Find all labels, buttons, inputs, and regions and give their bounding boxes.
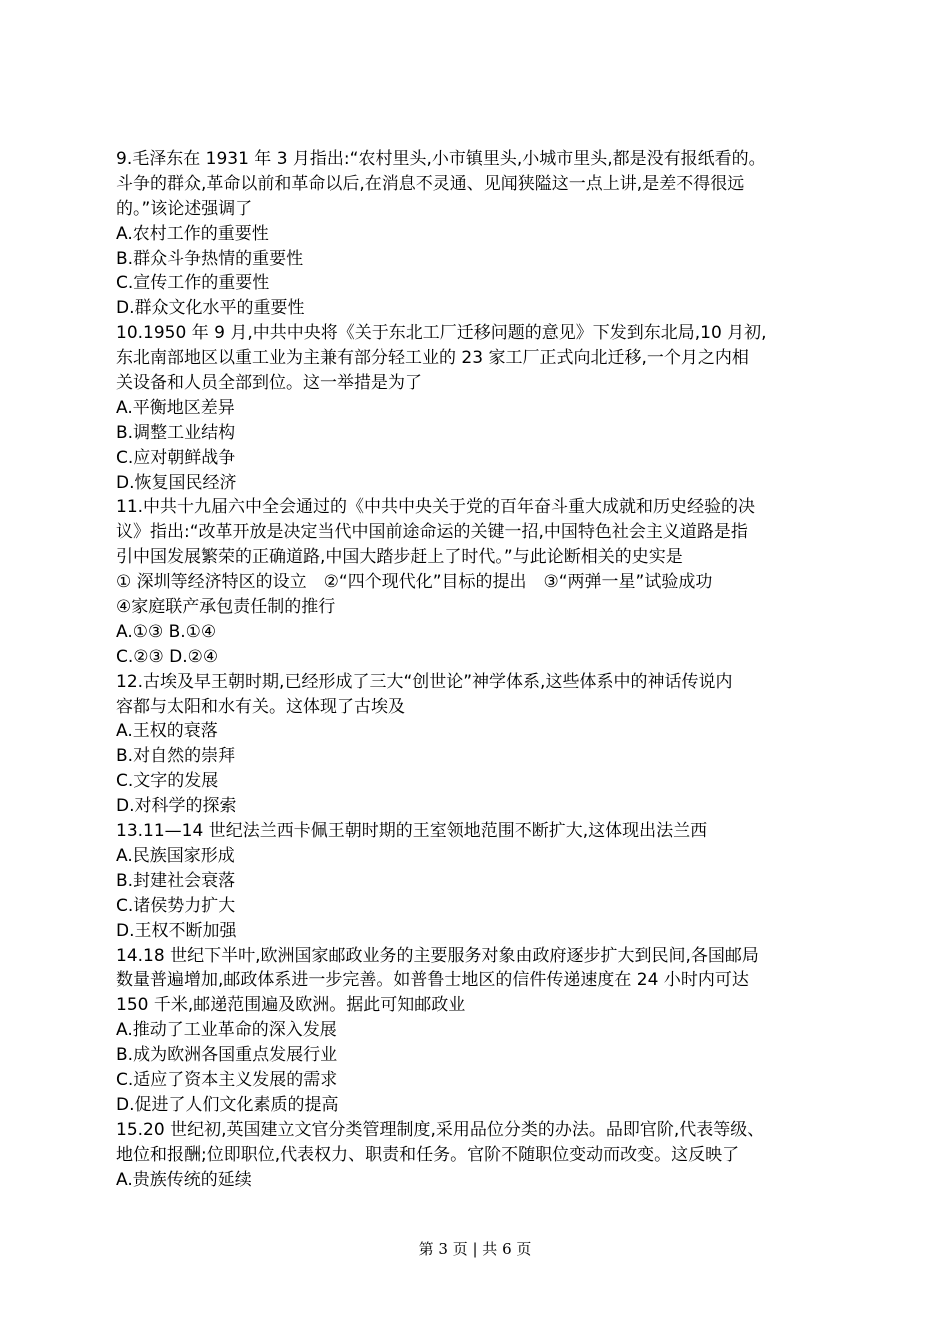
answer-option: B.成为欧洲各国重点发展行业 [116,1045,338,1066]
page-footer: 第 3 页 | 共 6 页 [418,1240,532,1258]
answer-option: A.民族国家形成 [116,845,235,866]
answer-option: A.贵族传统的延续 [116,1169,252,1190]
question-stem-line: 议》指出:“改革开放是决定当代中国前途命运的关键一招,中国特色社会主义道路是指 [116,522,748,543]
question-stem-line: 关设备和人员全部到位。这一举措是为了 [116,373,422,394]
question-stem-line: 容都与太阳和水有关。这体现了古埃及 [116,696,405,717]
answer-option: D.群众文化水平的重要性 [116,298,305,319]
answer-option: C.宣传工作的重要性 [116,273,270,294]
answer-option: A.推动了工业革命的深入发展 [116,1020,337,1041]
question-stem-line: 数量普遍增加,邮政体系进一步完善。如普鲁士地区的信件传递速度在 24 小时内可达 [116,970,749,991]
question-stem-line: 的。”该论述强调了 [116,198,253,219]
question-stem-line: 引中国发展繁荣的正确道路,中国大踏步赶上了时代。”与此论断相关的史实是 [116,547,683,568]
question-stem-line: 地位和报酬;位即职位,代表权力、职责和任务。官阶不随职位变动而改变。这反映了 [116,1144,740,1165]
question-stem-line: 9.毛泽东在 1931 年 3 月指出:“农村里头,小市镇里头,小城市里头,都是没有报纸看的。 [116,149,766,169]
answer-option: D.王权不断加强 [116,920,237,941]
answer-option: C.应对朝鲜战争 [116,447,236,468]
answer-option: B.对自然的崇拜 [116,746,236,767]
question-stem-line: 东北南部地区以重工业为主兼有部分轻工业的 23 家工厂正式向北迁移,一个月之内相 [116,348,749,369]
question-list [116,147,836,1192]
answer-option: A.王权的衰落 [116,721,218,742]
answer-option: A.农村工作的重要性 [116,223,269,244]
answer-option: B.群众斗争热情的重要性 [116,248,304,269]
answer-option: C.②③ D.②④ [116,646,219,667]
question-stem-line: ④家庭联产承包责任制的推行 [116,597,336,618]
question-block [116,819,836,943]
question-block [116,495,836,669]
question-stem-line: ① 深圳等经济特区的设立 ②“四个现代化”目标的提出 ③“两弹一星”试验成功 [116,572,713,593]
answer-option: D.促进了人们文化素质的提高 [116,1094,339,1115]
question-stem-line: 13.11—14 世纪法兰西卡佩王朝时期的王室领地范围不断扩大,这体现出法兰西 [116,821,708,842]
answer-option: B.封建社会衰落 [116,870,236,891]
answer-option: A.平衡地区差异 [116,397,235,418]
question-stem-line: 150 千米,邮递范围遍及欧洲。据此可知邮政业 [116,995,466,1016]
answer-option: C.诸侯势力扩大 [116,895,236,916]
question-stem-line: 10.1950 年 9 月,中共中央将《关于东北工厂迁移问题的意见》下发到东北局,10 月初, [116,323,767,344]
question-block [116,670,836,819]
answer-option: C.适应了资本主义发展的需求 [116,1069,338,1090]
answer-option: A.①③ B.①④ [116,621,217,642]
question-block [116,321,836,495]
answer-option: D.对科学的探索 [116,796,237,817]
question-stem-line: 12.古埃及早王朝时期,已经形成了三大“创世论”神学体系,这些体系中的神话传说内 [116,671,733,692]
answer-option: B.调整工业结构 [116,422,236,443]
question-block [116,1118,836,1193]
question-block [116,944,836,1118]
answer-option: D.恢复国民经济 [116,472,237,493]
question-stem-line: 11.中共十九届六中全会通过的《中共中央关于党的百年奋斗重大成就和历史经验的决 [116,497,756,518]
question-stem-line: 15.20 世纪初,英国建立文官分类管理制度,采用品位分类的办法。品即官阶,代表等级、 [116,1119,765,1140]
question-stem-line: 斗争的群众,革命以前和革命以后,在消息不灵通、见闻狭隘这一点上讲,是差不得很远 [116,173,745,194]
answer-option: C.文字的发展 [116,771,219,792]
question-stem-line: 14.18 世纪下半叶,欧洲国家邮政业务的主要服务对象由政府逐步扩大到民间,各国邮局 [116,945,759,966]
question-block [116,147,836,321]
